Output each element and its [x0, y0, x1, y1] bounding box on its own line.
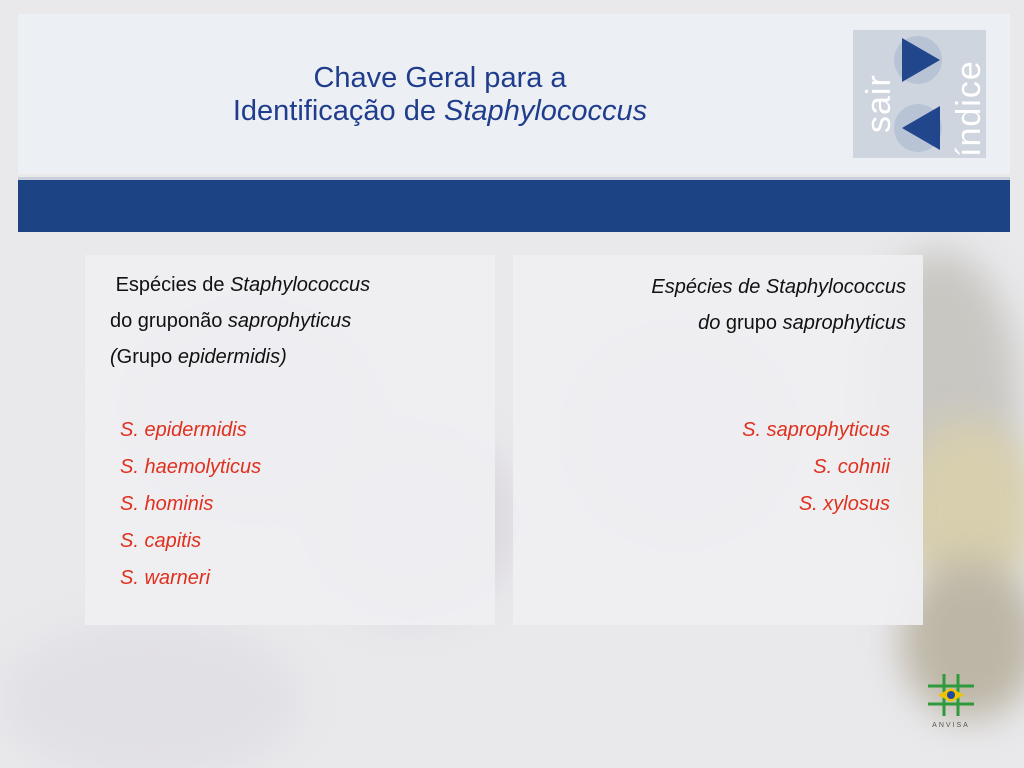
triangle-right-icon	[900, 36, 944, 84]
triangle-left-icon	[900, 104, 944, 152]
species-item: S. hominis	[120, 493, 214, 515]
right-header-line-2	[651, 305, 906, 341]
exit-label[interactable]: sair	[860, 74, 898, 133]
back-button[interactable]	[900, 104, 944, 157]
species-item: S. epidermidis	[120, 419, 247, 441]
species-item: S. warneri	[120, 567, 211, 589]
left-header-line-3	[110, 339, 370, 375]
title-line-2-prefix: Identificação de	[232, 95, 445, 127]
left-header-line-2	[110, 303, 370, 339]
left-panel-header	[110, 267, 370, 375]
right-header-line-2-italic: saprophyticus	[782, 312, 906, 334]
anvisa-text: ANVISA	[932, 722, 970, 729]
left-header-line-3-italic: epidermidis)	[177, 346, 287, 368]
anvisa-logo	[922, 672, 980, 732]
right-header-line-1-italic: Espécies de Staphylococcus	[651, 276, 906, 298]
forward-button[interactable]	[900, 36, 944, 89]
anvisa-logo-icon	[922, 672, 980, 732]
title-line-2-italic: Staphylococcus	[444, 95, 648, 127]
right-header-line-2-regular: grupo	[720, 312, 783, 334]
slide-title	[0, 62, 880, 128]
left-species-list	[120, 412, 261, 597]
left-header-line-1-regular: Espécies de	[115, 274, 231, 296]
title-line-2	[0, 95, 880, 128]
left-header-line-2-italic: saprophyticus	[227, 310, 352, 332]
species-item: S. xylosus	[798, 493, 890, 515]
header-bar	[18, 180, 1010, 232]
left-header-line-2-regular: do gruponão	[110, 310, 228, 332]
species-item: S. saprophyticus	[742, 419, 890, 441]
index-label[interactable]: índice	[950, 60, 988, 157]
species-item: S. capitis	[120, 530, 202, 552]
species-item: S. cohnii	[813, 456, 890, 478]
title-line-1: Chave Geral para a	[313, 62, 567, 94]
right-header-line-1	[651, 269, 906, 305]
right-panel-header	[651, 269, 906, 341]
left-header-line-1-italic: Staphylococcus	[230, 274, 371, 296]
species-item: S. haemolyticus	[120, 456, 262, 478]
left-header-line-1	[110, 267, 370, 303]
right-header-line-2-do: do	[698, 312, 721, 334]
left-header-line-3-regular: Grupo	[116, 346, 178, 368]
left-header-line-3-paren: (	[110, 346, 117, 368]
right-species-list	[742, 412, 890, 523]
